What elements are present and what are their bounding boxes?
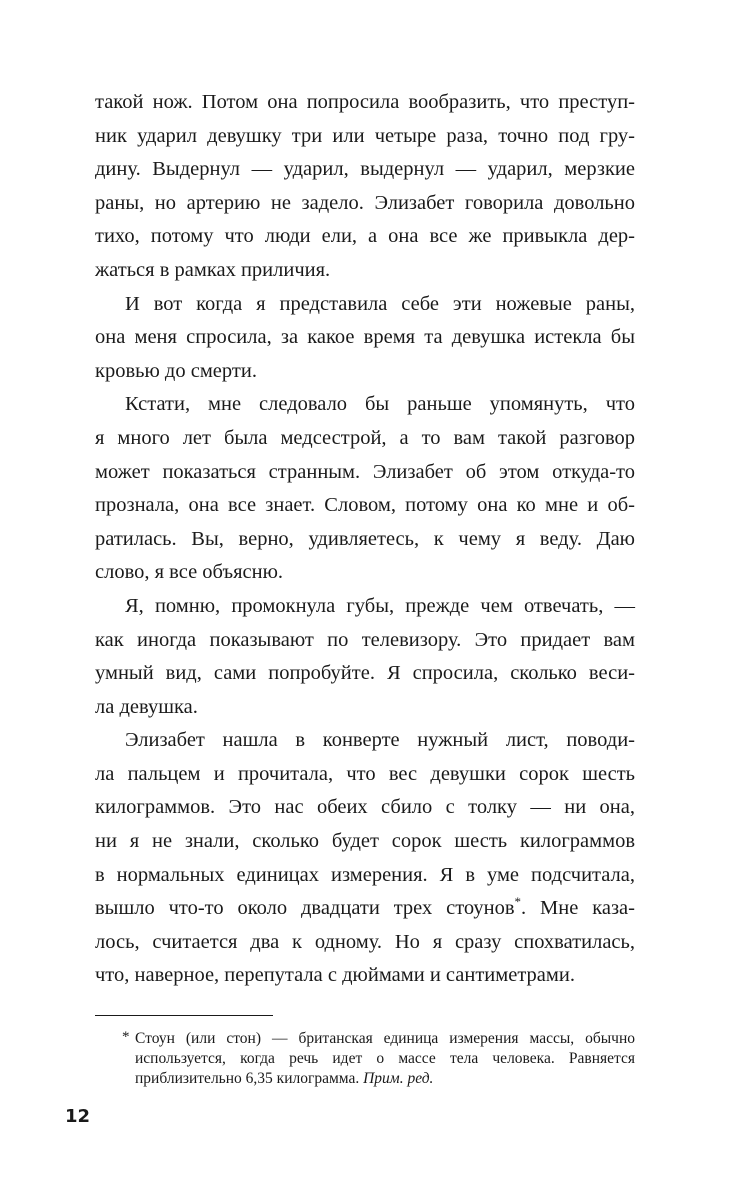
text-line: слово, я все объясню. <box>95 561 284 584</box>
text-line: как иногда показывают по телевизору. Это придает вам <box>95 628 635 651</box>
text-line: тихо, потому что люди ели, а она все же привыкла дер- <box>95 225 635 248</box>
text-line: жаться в рамках приличия. <box>95 258 331 281</box>
text-segment: вышло что-то около двадцати трех стоунов <box>95 897 515 920</box>
text-line: раны, но артерию не задело. Элизабет говорила довольно <box>95 191 635 214</box>
text-line: я много лет была медсестрой, а то вам такой разговор <box>95 426 635 449</box>
text-line: дину. Выдернул — ударил, выдернул — ударил, мерзкие <box>95 158 635 181</box>
text-line: умный вид, сами попробуйте. Я спросила, сколько веси- <box>95 662 635 685</box>
text-line: ла девушка. <box>95 695 198 718</box>
text-line: кровью до смерти. <box>95 359 257 382</box>
text-line: что, наверное, перепутала с дюймами и сантиметрами. <box>95 964 575 987</box>
text-line: ни я не знали, сколько будет сорок шесть килограммов <box>95 830 635 853</box>
text-segment: . Мне каза- <box>521 897 635 920</box>
text-line: Кстати, мне следовало бы раньше упомянуть, что <box>125 393 635 416</box>
main-text <box>95 86 635 993</box>
footnote-marker: * <box>122 1029 130 1045</box>
footnote-reference-mark: * <box>514 894 522 910</box>
footnote-text: приблизительно 6,35 килограмма. <box>135 1070 360 1087</box>
paragraph-3 <box>95 388 635 590</box>
text-line: прознала, она все знает. Словом, потому она ко мне и об- <box>95 494 635 517</box>
footnote-line: Стоун (или стон) — британская единица измерения массы, обычно <box>135 1030 635 1047</box>
text-line: ла пальцем и прочитала, что вес девушки сорок шесть <box>95 762 635 785</box>
text-line: может показаться странным. Элизабет об этом откуда-то <box>95 460 635 483</box>
text-line: Я, помню, промокнула губы, прежде чем отвечать, — <box>125 594 635 617</box>
editor-note: Прим. ред. <box>363 1070 434 1087</box>
paragraph-2 <box>95 288 635 389</box>
text-line: такой нож. Потом она попросила вообразить, что преступ- <box>95 91 635 113</box>
paragraph-4 <box>95 590 635 724</box>
footnote-line <box>95 1069 635 1089</box>
text-line: она меня спросила, за какое время та девушка истекла бы <box>95 326 635 349</box>
text-line: Элизабет нашла в конверте нужный лист, поводи- <box>125 729 635 752</box>
footnote-divider <box>95 1015 273 1016</box>
text-line: лось, считается два к одному. Но я сразу спохватилась, <box>95 930 635 953</box>
paragraph-1 <box>95 86 635 288</box>
text-line: килограммов. Это нас обеих сбило с толку — ни она, <box>95 796 635 819</box>
footnote <box>95 1029 635 1089</box>
text-line: ратилась. Вы, верно, удивляетесь, к чему я веду. Даю <box>95 527 635 550</box>
text-line: ник ударил девушку три или четыре раза, точно под гру- <box>95 124 635 147</box>
footnote-line: используется, когда речь идет о массе тела человека. Равняется <box>135 1050 635 1067</box>
text-line: в нормальных единицах измерения. Я в уме подсчитала, <box>95 863 635 886</box>
paragraph-5 <box>95 724 635 993</box>
text-line: И вот когда я представила себе эти ножевые раны, <box>125 292 635 315</box>
text-line-with-footnote <box>95 892 635 926</box>
page-number: 12 <box>65 1106 91 1127</box>
